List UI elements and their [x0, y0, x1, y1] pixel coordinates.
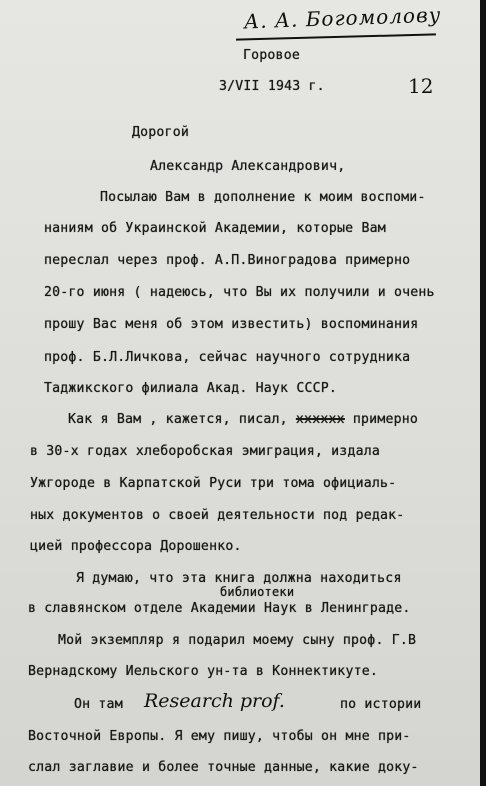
body-text: примерно [352, 412, 419, 427]
body-text: Он там [74, 697, 123, 712]
body-line: переслал через проф. А.П.Виноградова примерно [44, 253, 411, 268]
body-line: слал заглавие и более точные данные, какие доку- [28, 760, 419, 775]
salutation-line-2: Александр Александрович, [150, 159, 346, 174]
body-line: Вернадскому Иельского ун-та в Коннектикуте. [28, 664, 379, 679]
letter-date: 3/VII 1943 г. [219, 79, 325, 94]
typed-insertion: библиотеки [220, 585, 295, 599]
body-line: цией профессора Дорошенко. [30, 539, 242, 554]
body-line: в славянском отделе Академии Наук в Ленинграде. [28, 601, 411, 616]
salutation-line-1: Дорогой [132, 125, 189, 140]
body-text: по истории [340, 697, 422, 712]
body-line: Ужгороде в Карпатской Руси три тома официаль- [30, 476, 397, 491]
body-line: наниям об Украинской Академии, которые Вам [44, 221, 386, 236]
body-line: ных документов о своей деятельности под редак- [30, 508, 405, 523]
letter-place: Горовое [243, 48, 300, 63]
handwritten-addressee: А. А. Богомолову [243, 2, 442, 34]
body-line: в 30-х годах хлеборобская эмиграция, издала [30, 444, 381, 459]
body-line: прошу Вас меня об этом известить) воспоминания [44, 317, 419, 332]
body-line: Восточной Европы. Я ему пишу, чтобы он мне при- [28, 729, 411, 744]
body-text: Как я Вам , кажется, писал, [68, 412, 288, 427]
body-line: Мой экземпляр я подарил моему сыну проф. Г.В [58, 633, 417, 648]
body-line: Я думаю, что эта книга должна находиться [76, 571, 402, 586]
page-number: 12 [408, 74, 434, 98]
struck-text: хххххх [295, 412, 345, 427]
body-line: проф. Б.Л.Личкова, сейчас научного сотрудника [44, 350, 411, 365]
body-line: Посылаю Вам в дополнение к моим воспоми- [100, 190, 426, 205]
body-line: 20-го июня ( надеюсь, что Вы их получили и очень [44, 285, 435, 300]
body-line [68, 412, 418, 427]
handwritten-insertion: Research prof. [144, 690, 285, 712]
addressee-underline [236, 33, 436, 40]
body-line: Таджикского филиала Акад. Наук СССР. [44, 381, 338, 396]
